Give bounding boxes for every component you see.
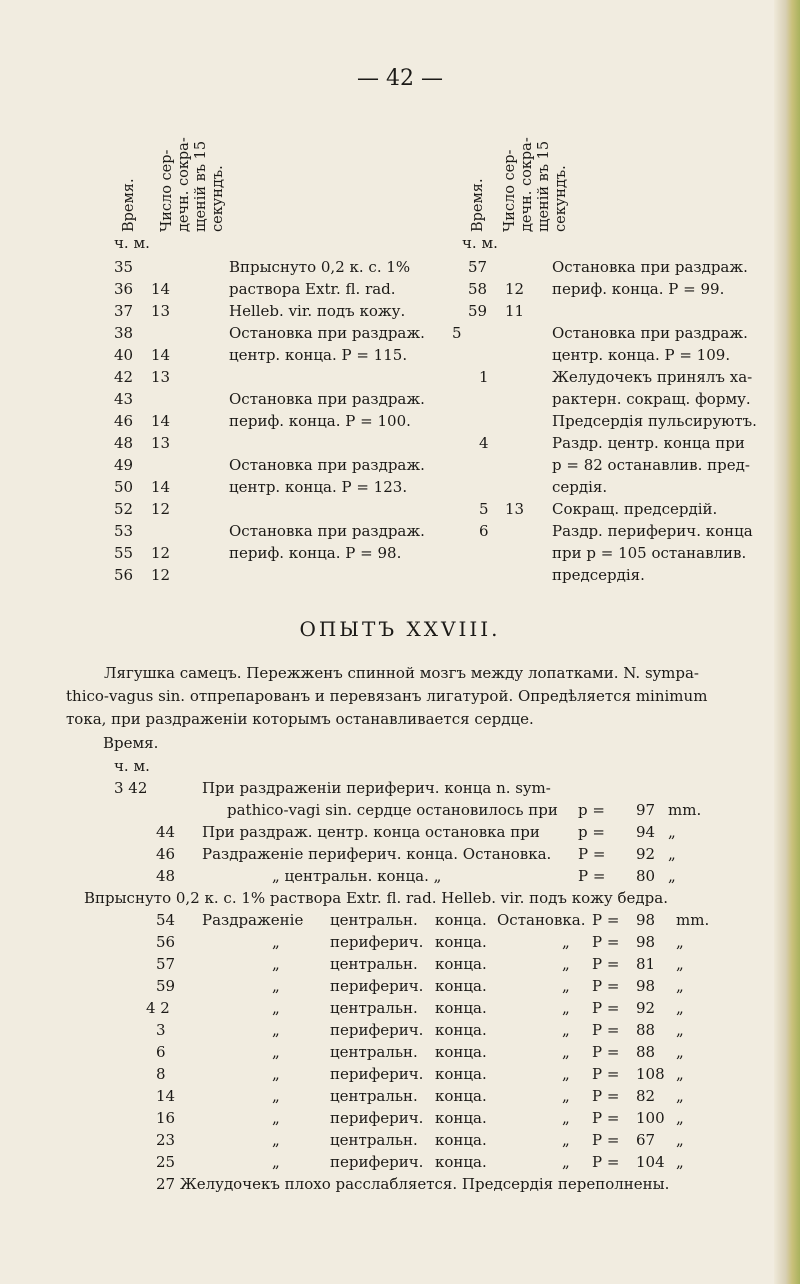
intro-paragraph bbox=[66, 662, 774, 731]
time-cell: 48 bbox=[156, 867, 176, 885]
pressure-label: P = bbox=[592, 1109, 620, 1127]
time-cell: 1 bbox=[479, 368, 489, 386]
time-cell: 57 bbox=[468, 258, 488, 276]
header-count-left-2: дечн. сокра- bbox=[176, 137, 192, 232]
unit-cell: „ bbox=[676, 999, 684, 1017]
time-cell: 46 bbox=[156, 845, 176, 863]
result-cell: „ bbox=[562, 1087, 570, 1105]
table-row bbox=[0, 975, 800, 997]
pressure-label: P = bbox=[592, 977, 620, 995]
time-cell: 56 bbox=[114, 566, 134, 584]
stimulus-cell: Раздраженіе bbox=[202, 911, 304, 929]
table-row bbox=[0, 997, 800, 1019]
stimulus-cell: „ bbox=[272, 1087, 280, 1105]
text-cell: „ центральн. конца. „ bbox=[272, 867, 442, 885]
stimulus-cell: „ bbox=[272, 1153, 280, 1171]
pressure-label: P = bbox=[592, 911, 620, 929]
header-time-left: Время. bbox=[121, 178, 137, 232]
unit-cell: „ bbox=[676, 1065, 684, 1083]
table-row bbox=[0, 1107, 800, 1129]
pressure-label: P = bbox=[578, 867, 606, 885]
count-cell: 12 bbox=[151, 544, 171, 562]
time-cell: 5 bbox=[452, 324, 462, 342]
stimulus-cell: „ bbox=[272, 977, 280, 995]
stimulus-cell: „ bbox=[272, 1131, 280, 1149]
note-cell: Раздр. периферич. конца bbox=[552, 522, 753, 540]
final-text: 27 Желудочекъ плохо расслабляется. Предсердія переполнены. bbox=[156, 1175, 670, 1193]
pressure-value: 98 bbox=[636, 911, 656, 929]
pressure-value: 94 bbox=[636, 823, 656, 841]
result-cell: „ bbox=[562, 1021, 570, 1039]
note-cell: при p = 105 останавлив. bbox=[552, 544, 747, 562]
table-row bbox=[0, 821, 800, 843]
note-cell: раствора Extr. fl. rad. bbox=[229, 280, 396, 298]
table-row bbox=[0, 1041, 800, 1063]
unit-cell: „ bbox=[668, 823, 676, 841]
table-row bbox=[0, 799, 800, 821]
time-cell: 4 2 bbox=[146, 999, 170, 1017]
result-cell: „ bbox=[562, 1153, 570, 1171]
injection-row bbox=[0, 887, 800, 909]
result-cell: „ bbox=[562, 999, 570, 1017]
table-row bbox=[0, 777, 800, 799]
result-cell: „ bbox=[562, 933, 570, 951]
side-cell: центральн. bbox=[330, 955, 418, 973]
time-cell: 37 bbox=[114, 302, 134, 320]
note-cell: Остановка при раздраж. bbox=[229, 456, 425, 474]
unit-cell: „ bbox=[676, 977, 684, 995]
count-cell: 13 bbox=[151, 434, 171, 452]
pressure-value: 81 bbox=[636, 955, 656, 973]
pressure-value: 108 bbox=[636, 1065, 665, 1083]
unit-cell: mm. bbox=[676, 911, 710, 929]
unit-cell: „ bbox=[676, 1109, 684, 1127]
note-cell: Остановка при раздраж. bbox=[552, 324, 748, 342]
pressure-value: 92 bbox=[636, 845, 656, 863]
end-cell: конца. bbox=[435, 999, 487, 1017]
note-cell: рактерн. сокращ. форму. bbox=[552, 390, 751, 408]
pressure-label: P = bbox=[592, 955, 620, 973]
pressure-label: p = bbox=[578, 801, 605, 819]
note-cell: p = 82 останавлив. пред- bbox=[552, 456, 750, 474]
time-cell: 6 bbox=[479, 522, 489, 540]
time-cell: 5 bbox=[479, 500, 489, 518]
side-cell: периферич. bbox=[330, 1109, 424, 1127]
note-cell: периф. конца. P = 98. bbox=[229, 544, 402, 562]
table-row bbox=[0, 909, 800, 931]
pressure-value: 80 bbox=[636, 867, 656, 885]
count-cell: 14 bbox=[151, 346, 171, 364]
section-title: ОПЫТЪ XXVIII. bbox=[299, 617, 501, 641]
pressure-value: 67 bbox=[636, 1131, 656, 1149]
table-row bbox=[0, 953, 800, 975]
page-number: — 42 — bbox=[357, 66, 443, 91]
note-cell: центр. конца. P = 115. bbox=[229, 346, 408, 364]
unit-cell: „ bbox=[676, 1043, 684, 1061]
time-cell: 35 bbox=[114, 258, 134, 276]
note-cell: периф. конца. P = 99. bbox=[552, 280, 725, 298]
pressure-value: 97 bbox=[636, 801, 656, 819]
pressure-value: 98 bbox=[636, 933, 656, 951]
side-cell: периферич. bbox=[330, 1153, 424, 1171]
time-cell: 16 bbox=[156, 1109, 176, 1127]
table-row bbox=[0, 1151, 800, 1173]
time-cell: 48 bbox=[114, 434, 134, 452]
pressure-label: P = bbox=[592, 1087, 620, 1105]
time-cell: 59 bbox=[468, 302, 488, 320]
pressure-label: P = bbox=[592, 933, 620, 951]
side-cell: центральн. bbox=[330, 911, 418, 929]
end-cell: конца. bbox=[435, 1153, 487, 1171]
pressure-label: P = bbox=[578, 845, 606, 863]
text-cell: Раздраженіе периферич. конца. Остановка. bbox=[202, 845, 552, 863]
time-cell: 36 bbox=[114, 280, 134, 298]
note-cell: Желудочекъ принялъ ха- bbox=[552, 368, 753, 386]
time-cell: 49 bbox=[114, 456, 134, 474]
table-row bbox=[0, 1085, 800, 1107]
unit-label-right: ч. м. bbox=[462, 234, 498, 252]
stimulus-cell: „ bbox=[272, 1065, 280, 1083]
result-cell: „ bbox=[562, 977, 570, 995]
unit-cell: „ bbox=[668, 867, 676, 885]
time-cell: 52 bbox=[114, 500, 134, 518]
time-cell: 3 bbox=[156, 1021, 166, 1039]
time-cell: 50 bbox=[114, 478, 134, 496]
time-cell: 6 bbox=[156, 1043, 166, 1061]
result-cell: „ bbox=[562, 1109, 570, 1127]
count-cell: 14 bbox=[151, 478, 171, 496]
time-cell: 57 bbox=[156, 955, 176, 973]
time-cell: 14 bbox=[156, 1087, 176, 1105]
note-cell: предсердія. bbox=[552, 566, 645, 584]
header-time-right: Время. bbox=[470, 178, 486, 232]
time-cell: 59 bbox=[156, 977, 176, 995]
unit-cell: „ bbox=[676, 1153, 684, 1171]
note-cell: Предсердія пульсируютъ. bbox=[552, 412, 757, 430]
pressure-label: P = bbox=[592, 1153, 620, 1171]
unit-label-left: ч. м. bbox=[114, 234, 150, 252]
header-count-right-4: секундъ. bbox=[553, 165, 569, 232]
pressure-value: 88 bbox=[636, 1021, 656, 1039]
table-row bbox=[0, 865, 800, 887]
result-cell: „ bbox=[562, 1065, 570, 1083]
stimulus-cell: „ bbox=[272, 1043, 280, 1061]
end-cell: конца. bbox=[435, 1021, 487, 1039]
time-unit-label: ч. м. bbox=[114, 757, 150, 775]
note-cell: Впрыснуто 0,2 к. с. 1% bbox=[229, 258, 411, 276]
time-cell: 54 bbox=[156, 911, 176, 929]
note-cell: Раздр. центр. конца при bbox=[552, 434, 745, 452]
count-cell: 11 bbox=[505, 302, 525, 320]
stimulus-cell: „ bbox=[272, 1109, 280, 1127]
header-count-left-3: щеній въ 15 bbox=[193, 140, 209, 232]
pressure-label: P = bbox=[592, 1065, 620, 1083]
time-cell: 3 42 bbox=[114, 779, 148, 797]
final-row bbox=[0, 1173, 800, 1195]
unit-cell: „ bbox=[676, 933, 684, 951]
count-cell: 13 bbox=[151, 368, 171, 386]
time-cell: 43 bbox=[114, 390, 134, 408]
table-row bbox=[0, 1019, 800, 1041]
note-cell: центр. конца. P = 123. bbox=[229, 478, 408, 496]
time-cell: 56 bbox=[156, 933, 176, 951]
unit-cell: „ bbox=[676, 955, 684, 973]
result-cell: Остановка. bbox=[497, 911, 586, 929]
intro-line: тока, при раздраженіи которымъ останавливается сердце. bbox=[66, 710, 534, 728]
note-cell: центр. конца. P = 109. bbox=[552, 346, 731, 364]
side-cell: центральн. bbox=[330, 999, 418, 1017]
count-cell: 12 bbox=[151, 566, 171, 584]
time-cell: 44 bbox=[156, 823, 176, 841]
stimulus-cell: „ bbox=[272, 933, 280, 951]
unit-cell: „ bbox=[676, 1131, 684, 1149]
time-cell: 46 bbox=[114, 412, 134, 430]
side-cell: периферич. bbox=[330, 977, 424, 995]
time-cell: 38 bbox=[114, 324, 134, 342]
pressure-label: P = bbox=[592, 999, 620, 1017]
end-cell: конца. bbox=[435, 1043, 487, 1061]
unit-cell: „ bbox=[676, 1087, 684, 1105]
text-cell: При раздраженіи периферич. конца n. sym- bbox=[202, 779, 551, 797]
time-cell: 8 bbox=[156, 1065, 166, 1083]
note-cell: Остановка при раздраж. bbox=[229, 324, 425, 342]
table-row bbox=[0, 1129, 800, 1151]
unit-cell: „ bbox=[668, 845, 676, 863]
table-row bbox=[0, 931, 800, 953]
end-cell: конца. bbox=[435, 1131, 487, 1149]
count-cell: 12 bbox=[151, 500, 171, 518]
text-cell: pathico-vagi sin. сердце остановилось при bbox=[227, 801, 558, 819]
time-cell: 58 bbox=[468, 280, 488, 298]
stimulus-cell: „ bbox=[272, 955, 280, 973]
side-cell: центральн. bbox=[330, 1131, 418, 1149]
text-cell: При раздраж. центр. конца остановка при bbox=[202, 823, 540, 841]
end-cell: конца. bbox=[435, 1087, 487, 1105]
count-cell: 13 bbox=[505, 500, 525, 518]
note-cell: Остановка при раздраж. bbox=[229, 522, 425, 540]
pressure-label: P = bbox=[592, 1131, 620, 1149]
header-count-right-2: дечн. сокра- bbox=[519, 137, 535, 232]
count-cell: 12 bbox=[505, 280, 525, 298]
pressure-value: 82 bbox=[636, 1087, 656, 1105]
unit-cell: mm. bbox=[668, 801, 702, 819]
intro-line: thico-vagus sin. отпрепарованъ и перевязанъ лигатурой. Опредѣляется minimum bbox=[66, 687, 708, 705]
time-cell: 53 bbox=[114, 522, 134, 540]
count-cell: 14 bbox=[151, 280, 171, 298]
time-cell: 40 bbox=[114, 346, 134, 364]
time-cell: 25 bbox=[156, 1153, 176, 1171]
stimulus-cell: „ bbox=[272, 1021, 280, 1039]
time-cell: 23 bbox=[156, 1131, 176, 1149]
pressure-value: 104 bbox=[636, 1153, 665, 1171]
end-cell: конца. bbox=[435, 1109, 487, 1127]
side-cell: периферич. bbox=[330, 933, 424, 951]
injection-text: Впрыснуто 0,2 к. с. 1% раствора Extr. fl. rad. Helleb. vir. подъ кожу бедра. bbox=[84, 889, 668, 907]
side-cell: центральн. bbox=[330, 1043, 418, 1061]
note-cell: сердія. bbox=[552, 478, 608, 496]
note-cell: Сокращ. предсердій. bbox=[552, 500, 718, 518]
table-row bbox=[0, 843, 800, 865]
header-count-right-3: щеній въ 15 bbox=[536, 140, 552, 232]
count-cell: 14 bbox=[151, 412, 171, 430]
end-cell: конца. bbox=[435, 911, 487, 929]
header-count-right-1: Число сер- bbox=[502, 149, 518, 232]
note-cell: Остановка при раздраж. bbox=[552, 258, 748, 276]
pressure-label: P = bbox=[592, 1043, 620, 1061]
pressure-label: p = bbox=[578, 823, 605, 841]
pressure-label: P = bbox=[592, 1021, 620, 1039]
header-count-left-1: Число сер- bbox=[159, 149, 175, 232]
result-cell: „ bbox=[562, 955, 570, 973]
pressure-value: 92 bbox=[636, 999, 656, 1017]
result-cell: „ bbox=[562, 1131, 570, 1149]
time-cell: 42 bbox=[114, 368, 134, 386]
intro-line: Лягушка самецъ. Пережженъ спинной мозгъ между лопатками. N. sympa- bbox=[104, 664, 699, 682]
table-row bbox=[0, 1063, 800, 1085]
end-cell: конца. bbox=[435, 933, 487, 951]
unit-cell: „ bbox=[676, 1021, 684, 1039]
stimulus-cell: „ bbox=[272, 999, 280, 1017]
note-cell: Helleb. vir. подъ кожу. bbox=[229, 302, 406, 320]
end-cell: конца. bbox=[435, 955, 487, 973]
time-column-label: Время. bbox=[103, 734, 159, 752]
pressure-value: 98 bbox=[636, 977, 656, 995]
side-cell: периферич. bbox=[330, 1021, 424, 1039]
note-cell: Остановка при раздраж. bbox=[229, 390, 425, 408]
result-cell: „ bbox=[562, 1043, 570, 1061]
time-cell: 55 bbox=[114, 544, 134, 562]
note-cell: периф. конца. P = 100. bbox=[229, 412, 411, 430]
pressure-value: 100 bbox=[636, 1109, 665, 1127]
end-cell: конца. bbox=[435, 977, 487, 995]
end-cell: конца. bbox=[435, 1065, 487, 1083]
count-cell: 13 bbox=[151, 302, 171, 320]
side-cell: периферич. bbox=[330, 1065, 424, 1083]
side-cell: центральн. bbox=[330, 1087, 418, 1105]
time-cell: 4 bbox=[479, 434, 489, 452]
header-count-left-4: секундъ. bbox=[210, 165, 226, 232]
pressure-value: 88 bbox=[636, 1043, 656, 1061]
